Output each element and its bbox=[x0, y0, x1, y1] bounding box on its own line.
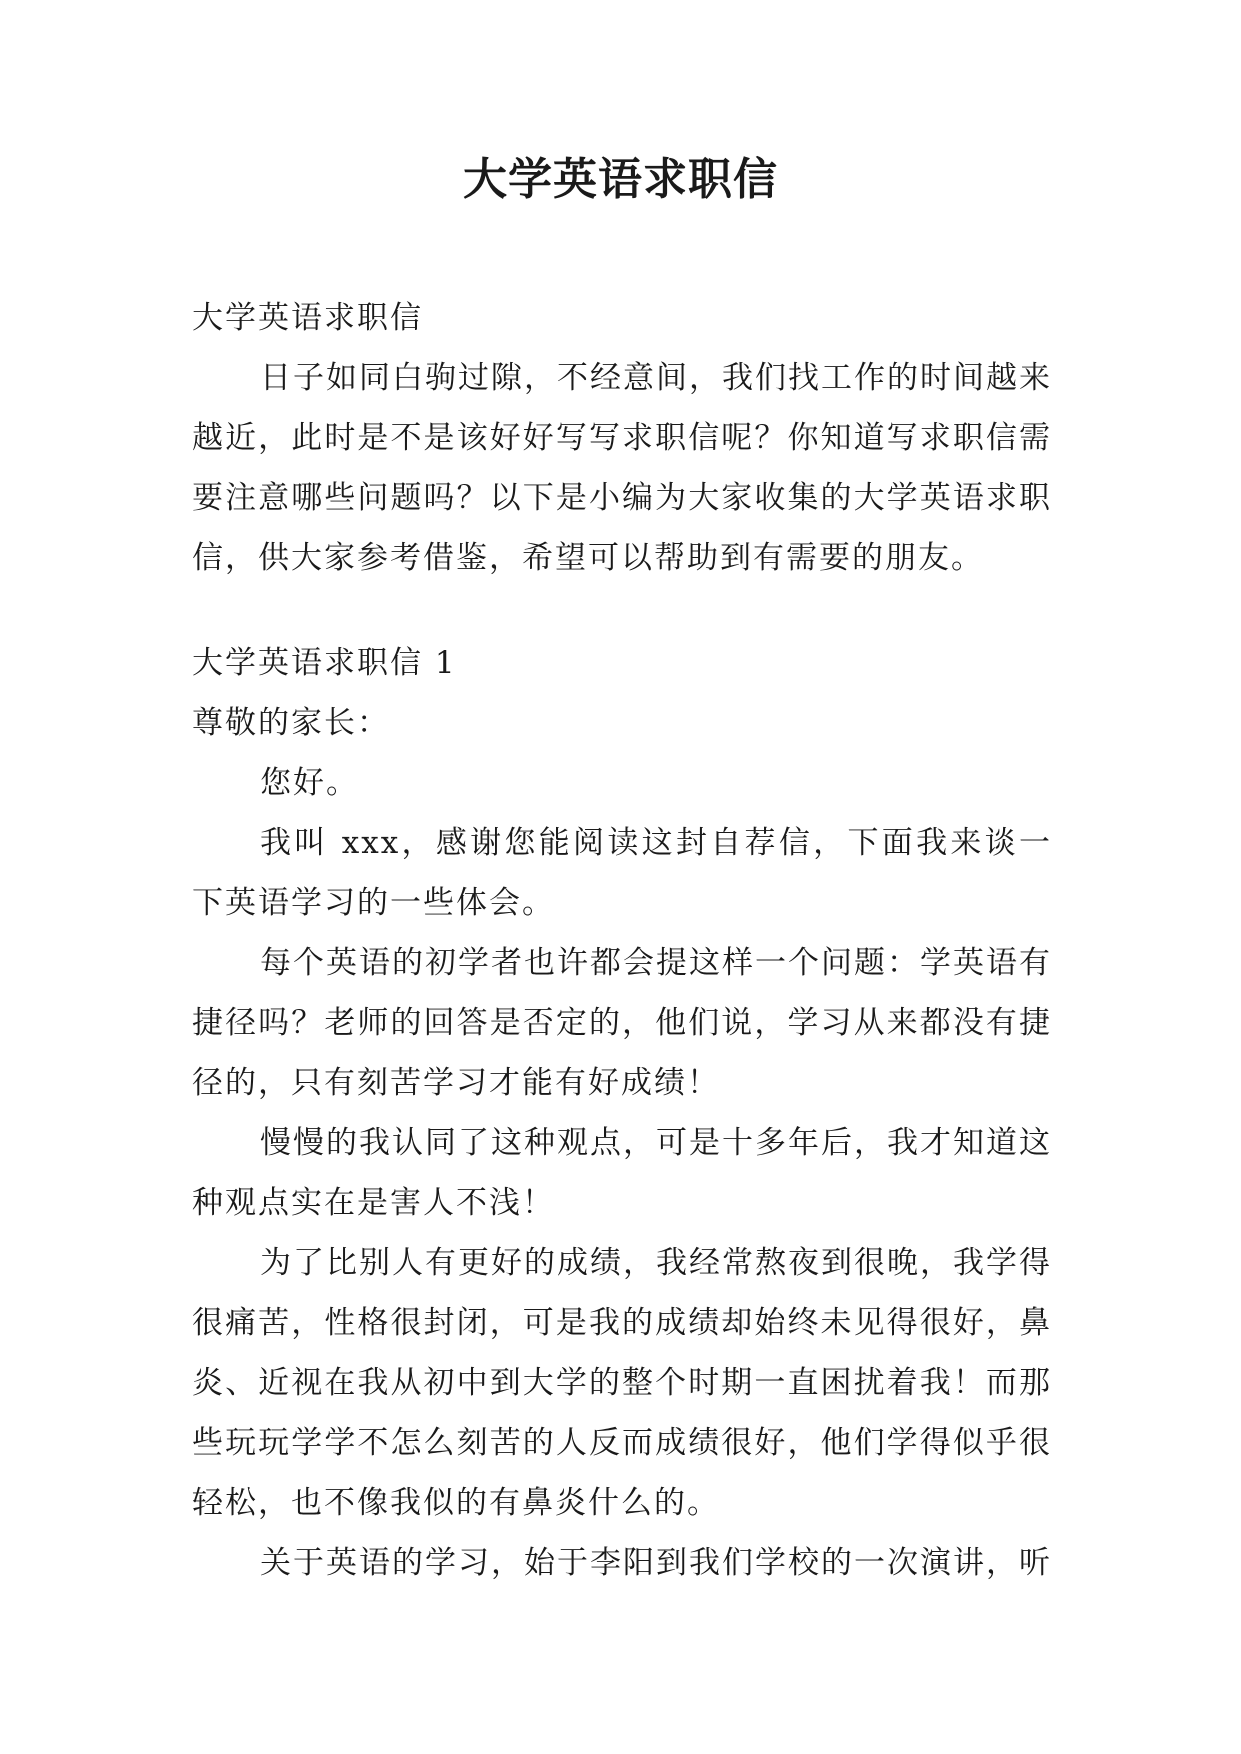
greeting: 您好。 bbox=[260, 765, 359, 801]
section-heading: 大学英语求职信 1 bbox=[192, 645, 457, 681]
body-paragraph: 为了比别人有更好的成绩，我经常熬夜到很晚，我学得很痛苦，性格很封闭，可是我的成绩却始终未见得很好，鼻炎、近视在我从初中到大学的整个时期一直困扰着我！而那些玩玩学学不怎么刻苦的人反而成绩很好，他们学得似乎很轻松，也不像我似的有鼻炎什么的。 bbox=[192, 1245, 1052, 1521]
body-paragraph: 关于英语的学习，始于李阳到我们学校的一次演讲，听 bbox=[260, 1545, 1052, 1581]
body-paragraph: 慢慢的我认同了这种观点，可是十多年后，我才知道这种观点实在是害人不浅！ bbox=[192, 1125, 1052, 1221]
salutation: 尊敬的家长： bbox=[192, 705, 390, 741]
document-title: 大学英语求职信 bbox=[463, 154, 778, 205]
body-paragraph: 每个英语的初学者也许都会提这样一个问题：学英语有捷径吗？老师的回答是否定的，他们说，学习从来都没有捷径的，只有刻苦学习才能有好成绩！ bbox=[192, 945, 1052, 1101]
document-body bbox=[192, 288, 1052, 1593]
intro-paragraph: 日子如同白驹过隙，不经意间，我们找工作的时间越来越近，此时是不是该好好写写求职信呢？你知道写求职信需要注意哪些问题吗？以下是小编为大家收集的大学英语求职信，供大家参考借鉴，希望可以帮助到有需要的朋友。 bbox=[192, 360, 1052, 576]
subtitle-line: 大学英语求职信 bbox=[192, 300, 423, 336]
body-paragraph: 我叫 xxx，感谢您能阅读这封自荐信，下面我来谈一下英语学习的一些体会。 bbox=[192, 825, 1052, 921]
